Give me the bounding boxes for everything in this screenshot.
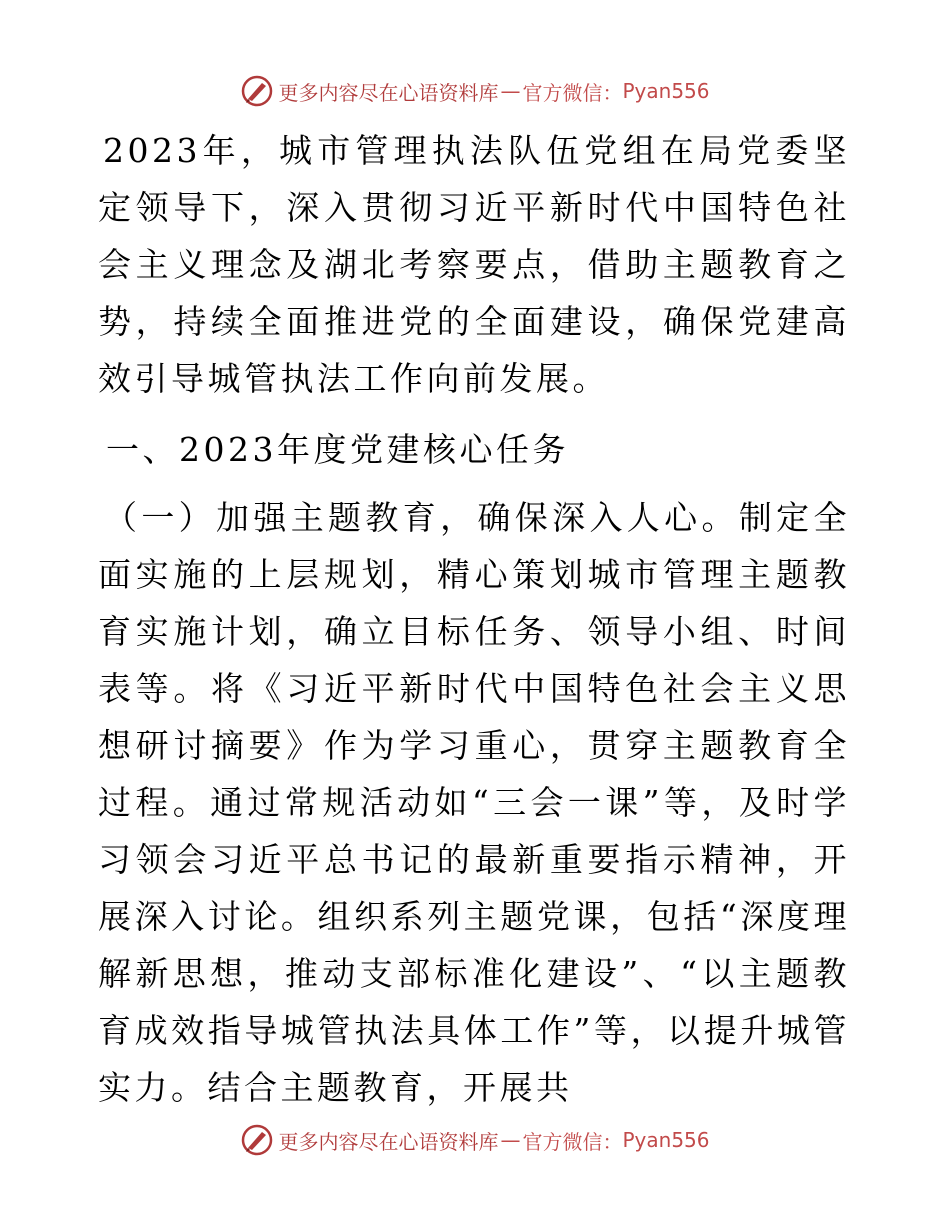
section-paragraph: （一）加强主题教育，确保深入人心。制定全面实施的上层规划，精心策划城市管理主题教育实施计划，确立目标任务、领导小组、时间表等。将《习近平新时代中国特色社会主义思想研讨摘要》作为学习重心，贯穿主题教育全过程。通过常规活动如“三会一课”等，及时学习领会习近平总书记的最新重要指示精神，开展深入讨论。组织系列主题党课，包括“深度理解新思想，推动支部标准化建设”、“以主题教育成效指导城管执法具体工作”等，以提升城管实力。结合主题教育，开展共 (98, 498, 850, 1107)
intro-paragraph: 2023年，城市管理执法队伍党组在局党委坚定领导下，深入贯彻习近平新时代中国特色社会主义理念及湖北考察要点，借助主题教育之势，持续全面推进党的全面建设，确保党建高效引导城管执法工作向前发展。 (98, 131, 850, 398)
watermark-wechat-label: 官方微信： (522, 1129, 623, 1154)
watermark-header (0, 71, 950, 111)
document-body (98, 122, 850, 1116)
watermark-separator: — (500, 79, 521, 103)
section-heading: 一、2023年度党建核心任务 (106, 430, 569, 469)
watermark-title: 更多内容尽在心语资料库 (278, 1129, 499, 1154)
watermark-wechat-label: 官方微信： (522, 80, 623, 105)
watermark-separator: — (500, 1128, 521, 1152)
watermark-title: 更多内容尽在心语资料库 (278, 80, 499, 105)
watermark-wechat-id: Pyan556 (622, 79, 710, 103)
pen-logo-icon (240, 1123, 274, 1157)
watermark-wechat-id: Pyan556 (622, 1128, 710, 1152)
pen-logo-icon (240, 74, 274, 108)
watermark-footer (0, 1120, 950, 1160)
